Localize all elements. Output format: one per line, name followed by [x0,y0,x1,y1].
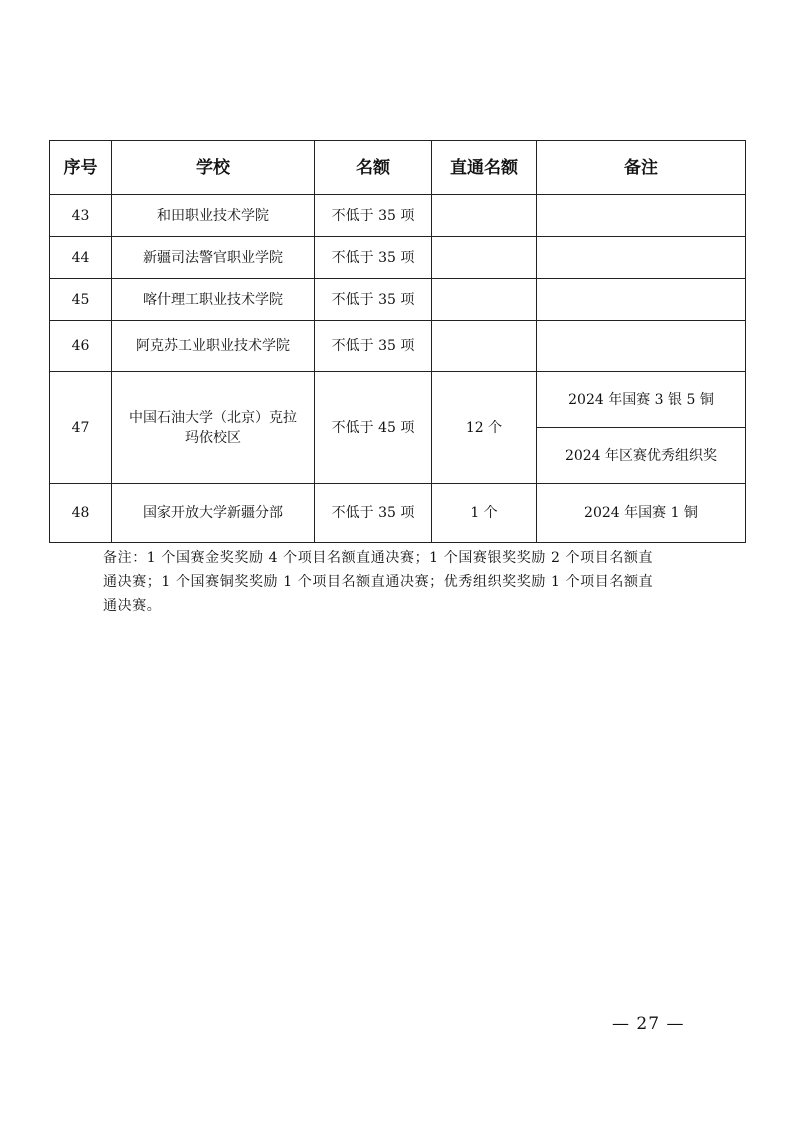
cell-remark [537,321,746,372]
cell-quota: 不低于 45 项 [315,372,432,484]
cell-no: 44 [50,237,112,279]
header-school: 学校 [112,141,315,195]
cell-remark [537,195,746,237]
table-row [50,321,746,372]
cell-school: 和田职业技术学院 [112,195,315,237]
header-remark: 备注 [537,141,746,195]
cell-remark: 2024 年国赛 1 铜 [537,484,746,543]
school-name-line2: 玛依校区 [185,429,241,446]
cell-no: 48 [50,484,112,543]
header-no: 序号 [50,141,112,195]
cell-quota: 不低于 35 项 [315,195,432,237]
cell-quota: 不低于 35 项 [315,484,432,543]
cell-school [112,372,315,484]
cell-remark: 2024 年区赛优秀组织奖 [537,428,746,484]
cell-quota: 不低于 35 项 [315,321,432,372]
header-direct-quota: 直通名额 [432,141,537,195]
cell-direct [432,237,537,279]
cell-school: 国家开放大学新疆分部 [112,484,315,543]
footnote-line: 通决赛。 [103,598,162,614]
footnote [103,546,703,618]
cell-school: 喀什理工职业技术学院 [112,279,315,321]
table-row [50,484,746,543]
cell-quota: 不低于 35 项 [315,237,432,279]
cell-remark [537,279,746,321]
cell-school: 阿克苏工业职业技术学院 [112,321,315,372]
table-row [50,237,746,279]
cell-remark: 2024 年国赛 3 银 5 铜 [537,372,746,428]
footnote-line: 备注：1 个国赛金奖奖励 4 个项目名额直通决赛；1 个国赛银奖奖励 2 个项目名额直 [103,550,654,566]
cell-school: 新疆司法警官职业学院 [112,237,315,279]
cell-direct: 1 个 [432,484,537,543]
cell-direct [432,195,537,237]
cell-no: 43 [50,195,112,237]
quota-table [49,140,746,543]
school-name-line1: 中国石油大学（北京）克拉 [129,409,297,426]
cell-quota: 不低于 35 项 [315,279,432,321]
page-number: — 27 — [612,1014,685,1034]
table-row [50,195,746,237]
cell-remark [537,237,746,279]
table-header-row [50,141,746,195]
cell-no: 45 [50,279,112,321]
cell-direct [432,279,537,321]
footnote-line: 通决赛；1 个国赛铜奖奖励 1 个项目名额直通决赛；优秀组织奖奖励 1 个项目名额直 [103,574,654,590]
cell-direct [432,321,537,372]
cell-direct: 12 个 [432,372,537,484]
header-quota: 名额 [315,141,432,195]
table-row [50,372,746,428]
table-row [50,279,746,321]
cell-no: 46 [50,321,112,372]
cell-no: 47 [50,372,112,484]
